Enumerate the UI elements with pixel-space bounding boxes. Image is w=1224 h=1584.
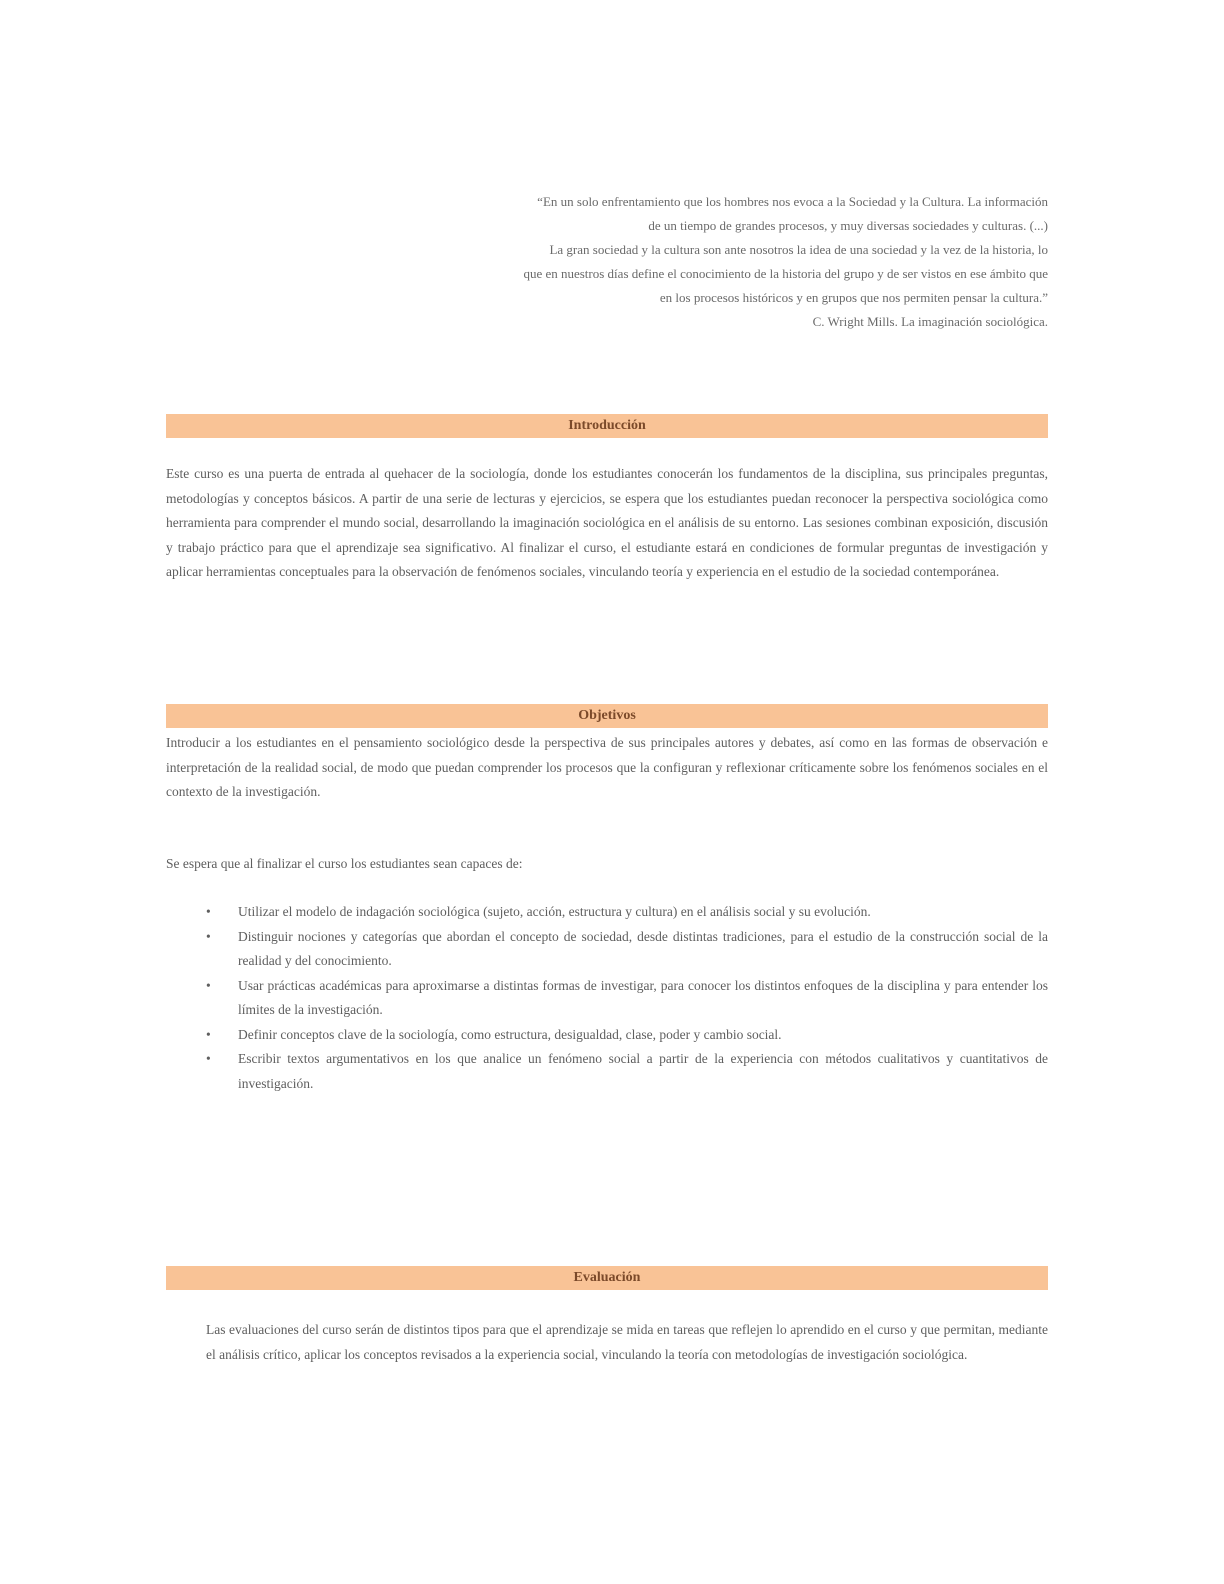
- bullet-icon: •: [206, 904, 211, 919]
- list-item-text: Usar prácticas académicas para aproximarse a distintas formas de investigar, para conocer los distintos enfoques de la disciplina y para entender los límites de la investigación.: [238, 977, 1048, 1017]
- bullet-icon: •: [206, 928, 211, 944]
- section-heading-introduccion: Introducción: [166, 414, 1048, 438]
- evaluacion-paragraph: Las evaluaciones del curso serán de distintos tipos para que el aprendizaje se mida en tareas que reflejen lo aprendido en el curso y que permitan, mediante el análisis crítico, aplicar los conceptos revisados a la experiencia social, vinculando la teoría con metodologías de investigación sociológica.: [206, 1322, 1048, 1362]
- introduccion-paragraph: Este curso es una puerta de entrada al quehacer de la sociología, donde los estudiantes conocerán los fundamentos de la disciplina, sus principales preguntas, metodologías y conceptos básicos. A partir de una serie de lecturas y ejercicios, se espera que los estudiantes puedan reconocer la perspectiva sociológica como herramienta para comprender el mundo social, desarrollando la imaginación sociológica en el análisis de su entorno. Las sesiones combinan exposición, discusión y trabajo práctico para que el aprendizaje sea significativo. Al finalizar el curso, el estudiante estará en condiciones de formular preguntas de investigación y aplicar herramientas conceptuales para la observación de fenómenos sociales, vinculando teoría y experiencia en el estudio de la sociedad contemporánea.: [166, 466, 1048, 579]
- epigraph-quote: [260, 190, 1048, 334]
- bullet-icon: •: [206, 1051, 211, 1066]
- objectives-list: [166, 900, 1048, 1096]
- list-item-text: Definir conceptos clave de la sociología, como estructura, desigualdad, clase, poder y cambio social.: [238, 1026, 782, 1042]
- epigraph-line: en los procesos históricos y en grupos que nos permiten pensar la cultura.”: [659, 290, 1048, 305]
- list-item-text: Distinguir nociones y categorías que abordan el concepto de sociedad, desde distintas tradiciones, para el estudio de la construcción social de la realidad y del conocimiento.: [238, 928, 1048, 968]
- list-item: [166, 974, 1048, 1023]
- epigraph-line: La gran sociedad y la cultura son ante nosotros la idea de una sociedad y la vez de la historia, lo: [549, 242, 1048, 257]
- list-item: [166, 925, 1048, 974]
- epigraph-attribution: C. Wright Mills. La imaginación sociológica.: [812, 314, 1048, 329]
- epigraph-line: que en nuestros días define el conocimiento de la historia del grupo y de ser vistos en ese ámbito que: [523, 266, 1048, 281]
- list-item: [166, 900, 1048, 925]
- section-heading-objetivos: Objetivos: [166, 704, 1048, 728]
- section-heading-evaluacion: Evaluación: [166, 1266, 1048, 1290]
- list-item: [166, 1047, 1048, 1096]
- epigraph-line: de un tiempo de grandes procesos, y muy diversas sociedades y culturas. (...): [648, 218, 1048, 233]
- list-item-text: Escribir textos argumentativos en los que analice un fenómeno social a partir de la experiencia con métodos cualitativos y cuantitativos de investigación.: [238, 1051, 1048, 1091]
- list-item: [166, 1023, 1048, 1048]
- objetivos-paragraph: Introducir a los estudiantes en el pensamiento sociológico desde la perspectiva de sus principales autores y debates, así como en las formas de observación e interpretación de la realidad social, de modo que puedan comprender los procesos que la configuran y reflexionar críticamente sobre los fenómenos sociales en el contexto de la investigación.: [166, 735, 1048, 799]
- epigraph-line: “En un solo enfrentamiento que los hombres nos evoca a la Sociedad y la Cultura. La información: [537, 194, 1048, 209]
- bullet-icon: •: [206, 977, 211, 993]
- bullet-icon: •: [206, 1026, 211, 1042]
- objetivos-intro: Se espera que al finalizar el curso los estudiantes sean capaces de:: [166, 856, 523, 871]
- list-item-text: Utilizar el modelo de indagación sociológica (sujeto, acción, estructura y cultura) en el análisis social y su evolución.: [238, 904, 871, 919]
